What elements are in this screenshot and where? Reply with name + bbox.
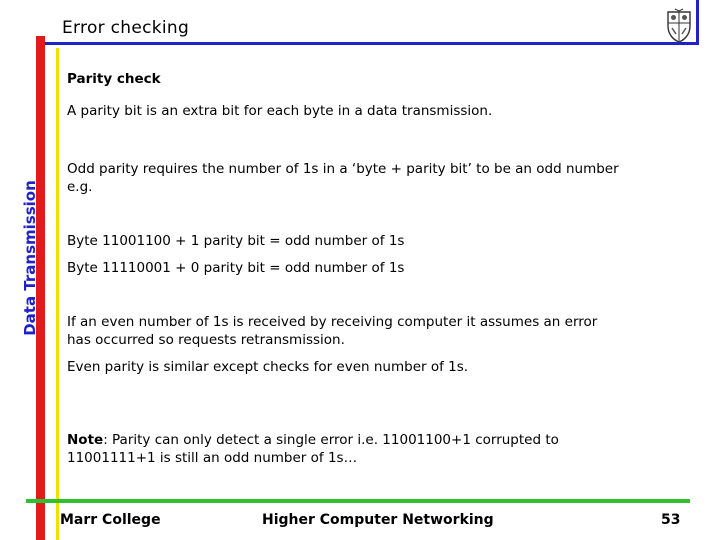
- even-received-text-line2: has occurred so requests retransmission.: [67, 332, 345, 348]
- footer-course: Higher Computer Networking: [262, 512, 494, 528]
- even-parity-text: Even parity is similar except checks for even number of 1s.: [67, 359, 469, 375]
- note-label: Note: [67, 432, 104, 448]
- side-label: Data Transmission: [21, 180, 39, 336]
- section-heading: Parity check: [67, 71, 161, 87]
- left-yellow-bar: [56, 48, 59, 540]
- school-crest-icon: [664, 8, 694, 44]
- intro-text: A parity bit is an extra bit for each byte in a data transmission.: [67, 103, 493, 119]
- note-line1: [67, 431, 697, 449]
- top-blue-rule: [37, 42, 699, 45]
- slide-title: Error checking: [62, 18, 190, 38]
- note-line2: 11001111+1 is still an odd number of 1s…: [67, 450, 358, 466]
- example-byte-1: Byte 11001100 + 1 parity bit = odd number of 1s: [67, 233, 405, 249]
- footer-page-number: 53: [661, 512, 681, 528]
- note-text: : Parity can only detect a single error i.e. 11001100+1 corrupted to: [103, 432, 559, 448]
- right-blue-rule: [696, 0, 699, 45]
- odd-parity-text-line1: Odd parity requires the number of 1s in a ‘byte + parity bit’ to be an odd number: [67, 161, 619, 177]
- footer-school: Marr College: [60, 512, 161, 528]
- example-byte-2: Byte 11110001 + 0 parity bit = odd number of 1s: [67, 260, 405, 276]
- footer-green-rule: [26, 499, 690, 503]
- even-received-text-line1: If an even number of 1s is received by receiving computer it assumes an error: [67, 314, 598, 330]
- odd-parity-text-line2: e.g.: [67, 179, 93, 195]
